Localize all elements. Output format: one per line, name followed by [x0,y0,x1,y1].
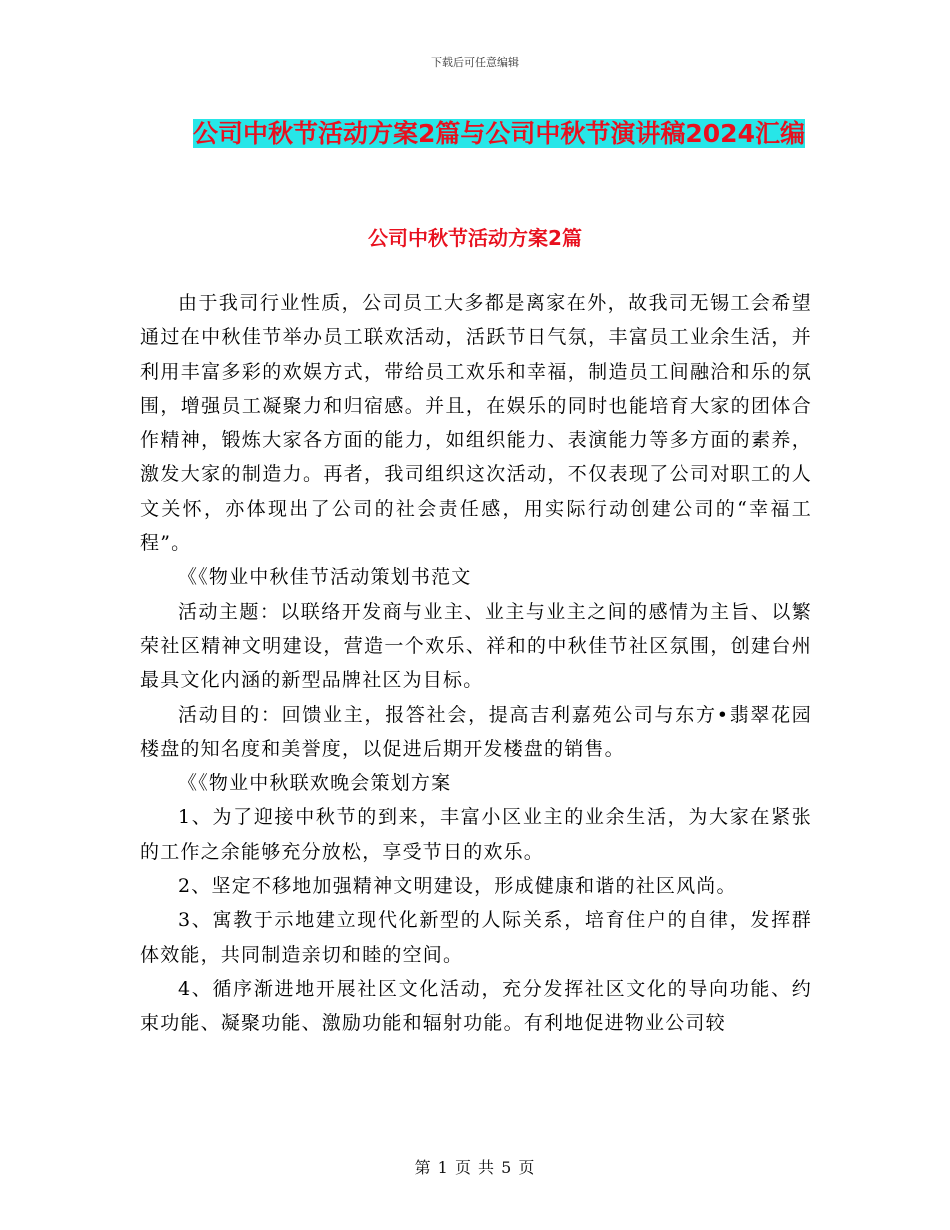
paragraph: 《《物业中秋佳节活动策划书范文 [178,566,472,589]
section-heading: 公司中秋节活动方案2篇 [368,226,582,250]
document-title-text: 公司中秋节活动方案2篇与公司中秋节演讲稿2024汇编 [193,119,805,148]
paragraph: 4、循序渐进地开展社区文化活动，充分发挥社区文化的导向功能、约束功能、凝聚功能、激励功能和辐射功能。有利地促进物业公司较 [140,977,812,1035]
paragraph: 活动目的：回馈业主，报答社会，提高吉利嘉苑公司与东方•翡翠花园楼盘的知名度和美誉度，以促进后期开发楼盘的销售。 [140,703,812,760]
paragraph: 由于我司行业性质，公司员工大多都是离家在外，故我司无锡工会希望通过在中秋佳节举办员工联欢活动，活跃节日气氛，丰富员工业余生活，并利用丰富多彩的欢娱方式，带给员工欢乐和幸福，制造员工间融洽和乐的氛围，增强员工凝聚力和归宿感。并且，在娱乐的同时也能培育大家的团体合作精神，锻炼大家各方面的能力，如组织能力、表演能力等多方面的素养，激发大家的制造力。再者，我司组织这次活动，不仅表现了公司对职工的人文关怀，亦体现出了公司的社会责任感，用实际行动创建公司的“幸福工程”。 [140,292,812,555]
document-body [140,286,812,1041]
paragraph: 1、为了迎接中秋节的到来，丰富小区业主的业余生活，为大家在紧张的工作之余能够充分放松，享受节日的欢乐。 [140,806,812,863]
header-note: 下载后可任意编辑 [431,56,519,69]
document-title [188,112,810,156]
paragraph: 3、寓教于示地建立现代化新型的人际关系，培育住户的自律，发挥群体效能，共同制造亲切和睦的空间。 [140,909,812,966]
page-number-footer: 第 1 页 共 5 页 [414,1158,536,1177]
paragraph: 《《物业中秋联欢晚会策划方案 [178,772,452,795]
paragraph: 2、坚定不移地加强精神文明建设，形成健康和谐的社区风尚。 [178,875,737,898]
paragraph: 活动主题：以联络开发商与业主、业主与业主之间的感情为主旨、以繁荣社区精神文明建设，营造一个欢乐、祥和的中秋佳节社区氛围，创建台州最具文化内涵的新型品牌社区为目标。 [140,600,812,692]
